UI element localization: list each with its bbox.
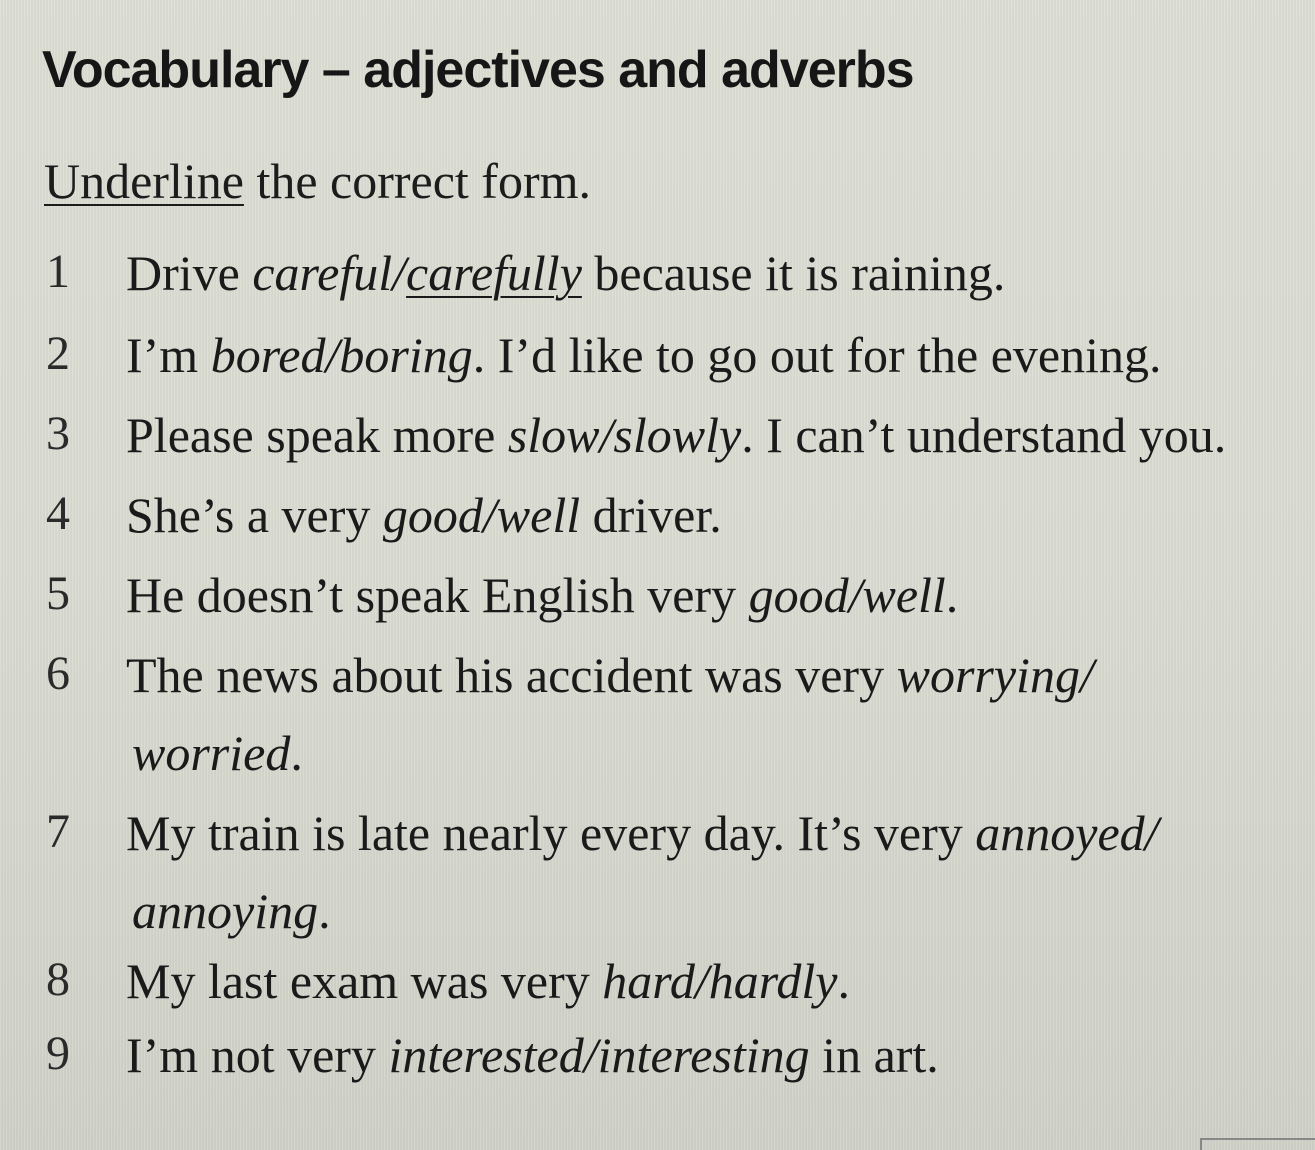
item-number: 9: [46, 1027, 70, 1080]
option-separator: /: [1144, 805, 1159, 861]
option-1[interactable]: good: [748, 567, 849, 623]
item-pre: She’s a very: [126, 487, 383, 543]
item-number: 2: [46, 327, 70, 380]
table-corner-edge: [1200, 1138, 1315, 1150]
option-1[interactable]: good: [382, 487, 483, 543]
option-2[interactable]: well: [496, 487, 581, 543]
instruction-rest: the correct form.: [243, 153, 591, 209]
item-post: .: [945, 567, 959, 623]
item-number: 6: [46, 647, 70, 700]
option-separator: /: [599, 407, 614, 463]
item-number: 8: [46, 953, 70, 1006]
item-text: [126, 245, 1006, 301]
option-1[interactable]: hard: [602, 953, 695, 1009]
item-pre: The news about his accident was very: [126, 647, 897, 703]
option-separator: /: [1079, 647, 1094, 703]
item-post: .: [837, 953, 850, 1009]
instruction-verb: Underline: [44, 153, 244, 209]
option-2[interactable]: boring: [339, 327, 473, 383]
option-2[interactable]: worried: [132, 725, 291, 781]
option-1[interactable]: annoyed: [975, 805, 1145, 861]
item-post: .: [290, 725, 303, 781]
item-post: in art.: [809, 1027, 939, 1083]
list-item-continuation: [132, 725, 303, 781]
item-pre: My train is late nearly every day. It’s very: [126, 805, 976, 861]
item-pre: Please speak more: [126, 407, 508, 463]
item-text: [126, 805, 1159, 861]
item-text: [126, 567, 959, 623]
item-number: 3: [46, 407, 70, 460]
item-post: driver.: [580, 487, 722, 543]
item-number: 7: [46, 805, 70, 858]
option-2[interactable]: interesting: [597, 1027, 810, 1083]
option-separator: /: [482, 487, 497, 543]
section-title: Vocabulary – adjectives and adverbs: [42, 41, 914, 99]
item-post: .: [318, 883, 331, 939]
list-item-continuation: [132, 883, 331, 939]
option-1[interactable]: interested: [388, 1027, 584, 1083]
item-post: . I’d like to go out for the evening.: [472, 327, 1162, 383]
option-2[interactable]: well: [862, 567, 946, 623]
item-text: [126, 327, 1162, 383]
option-2-underlined[interactable]: carefully: [406, 245, 582, 301]
option-1[interactable]: slow: [507, 407, 600, 463]
option-separator: /: [583, 1027, 598, 1083]
item-text: [126, 487, 722, 543]
option-1[interactable]: bored: [210, 327, 326, 383]
item-pre: My last exam was very: [126, 953, 603, 1009]
item-text: [126, 1027, 939, 1083]
option-1[interactable]: careful: [252, 245, 393, 301]
item-pre: I’m not very: [126, 1027, 389, 1083]
option-separator: /: [325, 327, 340, 383]
item-text: [126, 647, 1094, 703]
option-2[interactable]: annoying: [132, 883, 319, 939]
item-pre: I’m: [126, 327, 211, 383]
item-pre: He doesn’t speak English very: [126, 567, 749, 623]
item-number: 5: [46, 567, 70, 620]
option-1[interactable]: worrying: [896, 647, 1080, 703]
item-text: [126, 953, 850, 1009]
item-post: because it is raining.: [581, 245, 1006, 301]
item-post: . I can’t understand you.: [741, 407, 1227, 463]
option-2[interactable]: slowly: [613, 407, 742, 463]
option-separator: /: [694, 953, 709, 1009]
item-number: 4: [46, 487, 70, 540]
item-number: 1: [46, 245, 70, 298]
item-pre: Drive: [126, 245, 253, 301]
item-text: [126, 407, 1227, 463]
option-separator: /: [848, 567, 863, 623]
option-separator: /: [392, 245, 407, 301]
option-2[interactable]: hardly: [708, 953, 838, 1009]
